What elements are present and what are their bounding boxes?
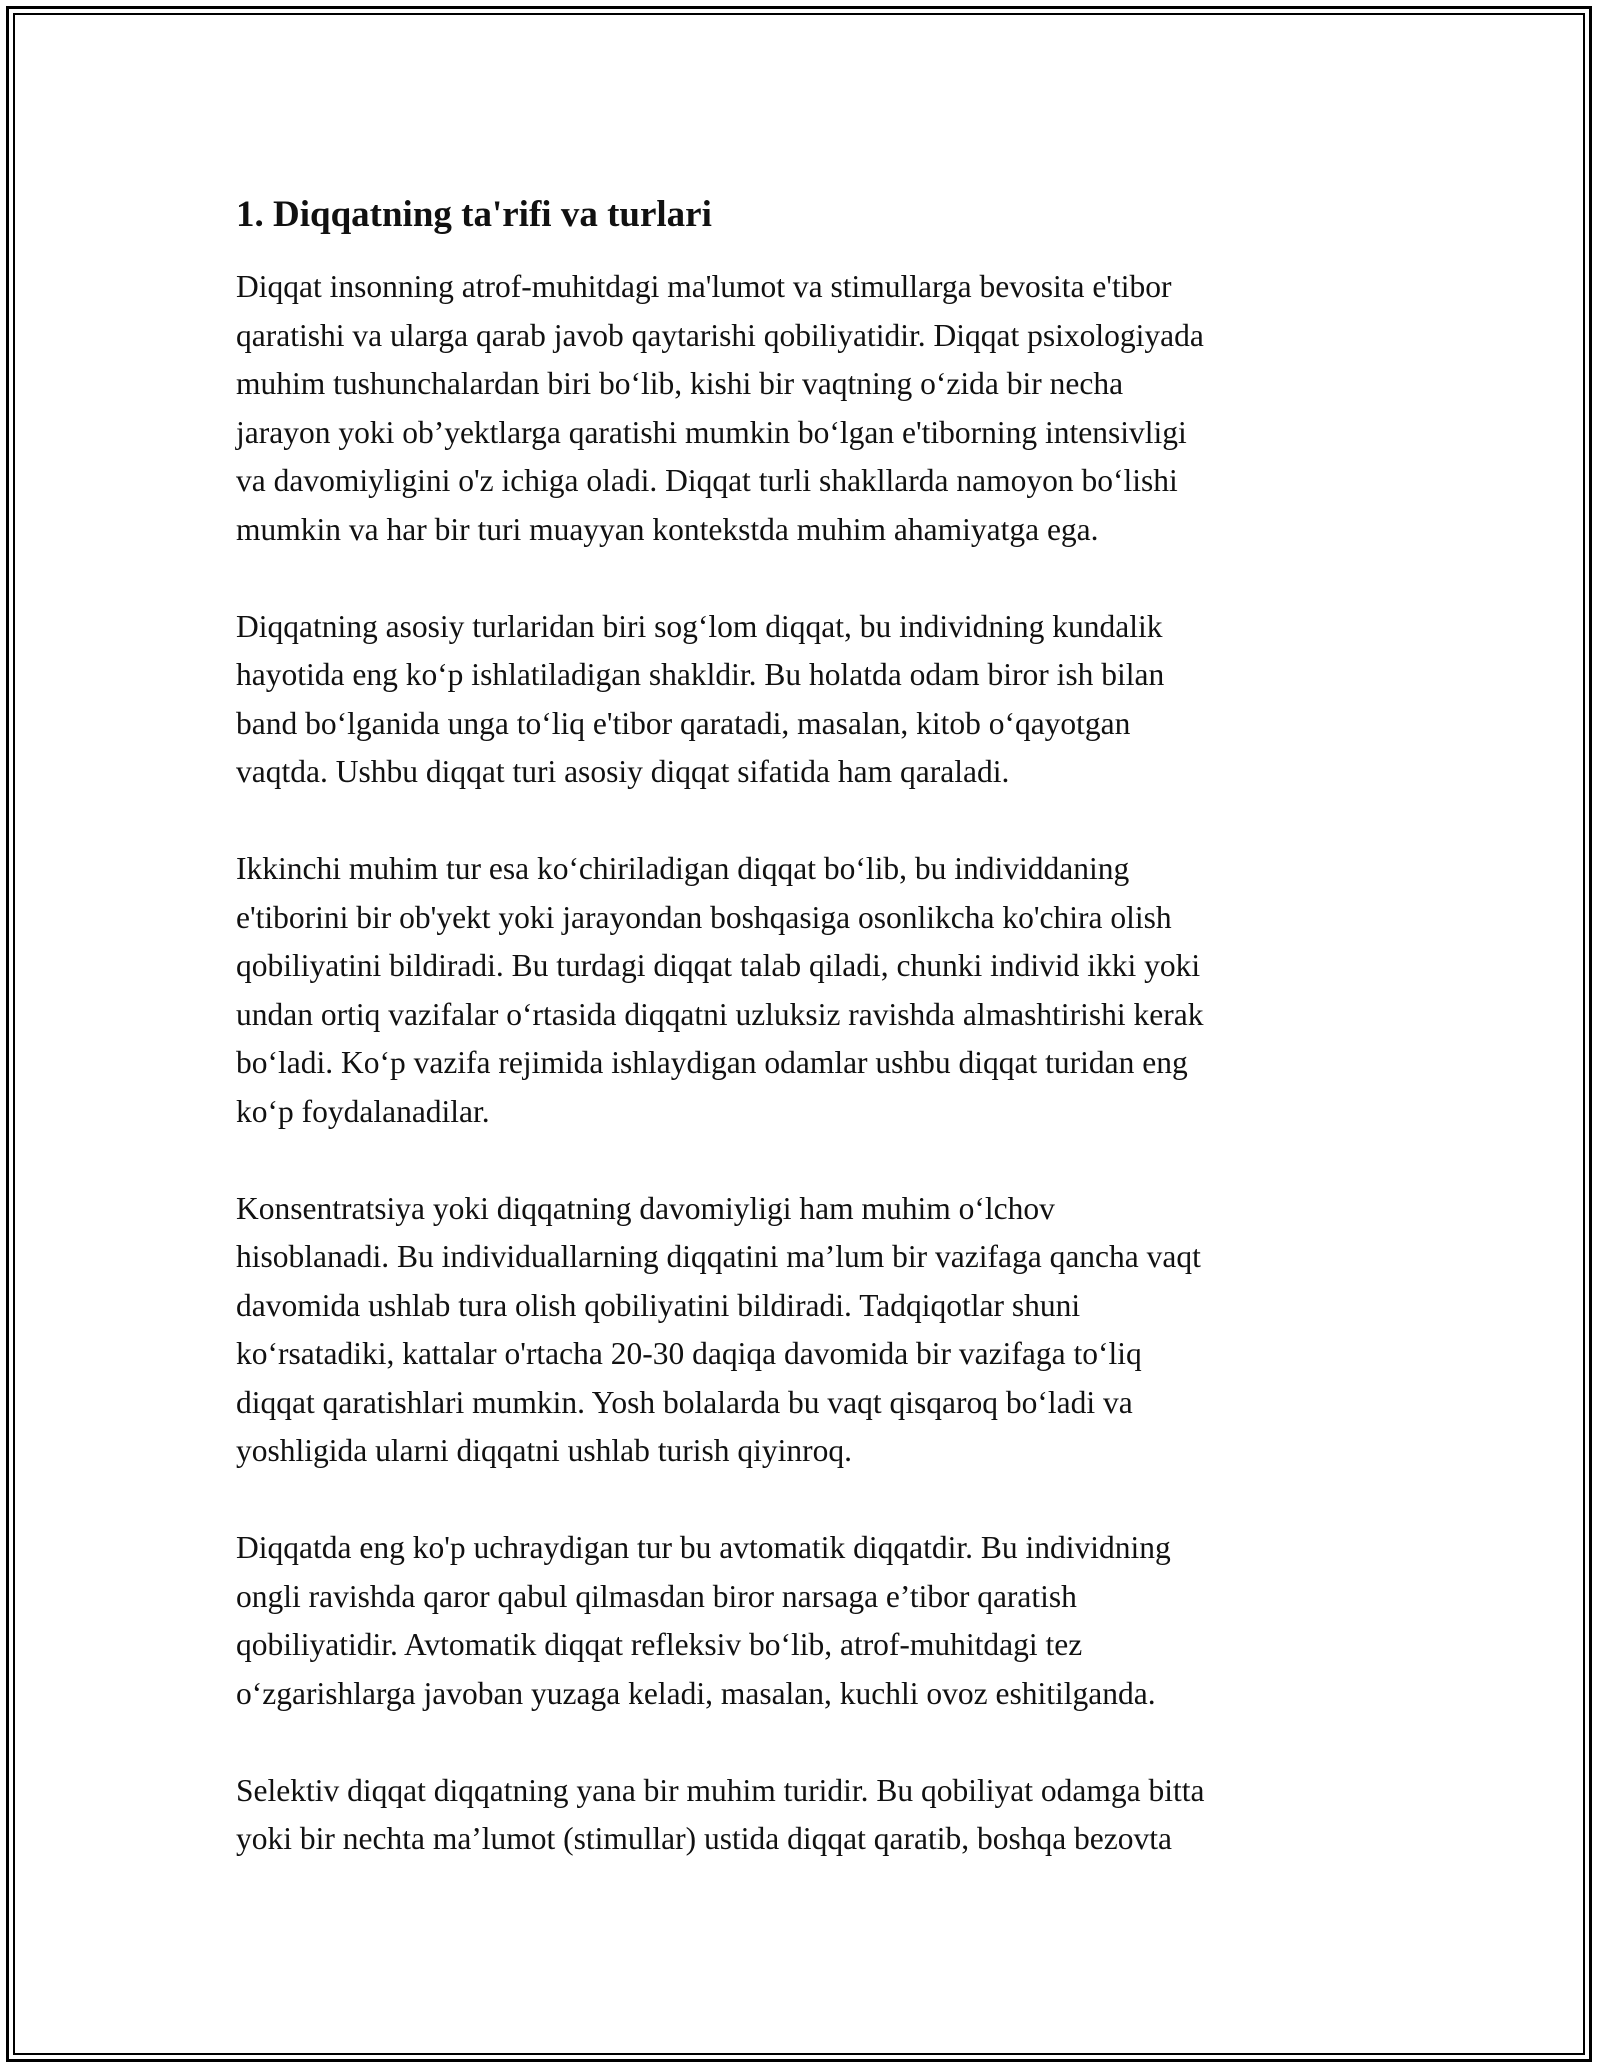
section-heading: 1. Diqqatning ta'rifi va turlari: [236, 194, 712, 235]
text-line: Selektiv diqqat diqqatning yana bir muhim turidir. Bu qobiliyat odamga bitta: [236, 1772, 1205, 1808]
text-line: davomida ushlab tura olish qobiliyatini bildiradi. Tadqiqotlar shuni: [236, 1287, 1081, 1323]
text-line: muhim tushunchalardan biri bo‘lib, kishi bir vaqtning o‘zida bir necha: [236, 366, 1124, 401]
body-paragraph: [236, 263, 1376, 554]
text-line: vaqtda. Ushbu diqqat turi asosiy diqqat sifatida ham qaraladi.: [236, 754, 1010, 789]
text-line: Diqqat insonning atrof-muhitdagi ma'lumot va stimullarga bevosita e'tibor: [236, 269, 1172, 304]
text-line: ongli ravishda qaror qabul qilmasdan biror narsaga e’tibor qaratish: [236, 1578, 1077, 1614]
text-line: bo‘ladi. Ko‘p vazifa rejimida ishlaydigan odamlar ushbu diqqat turidan eng: [236, 1045, 1188, 1080]
text-line: Konsentratsiya yoki diqqatning davomiyligi ham muhim o‘lchov: [236, 1190, 1055, 1226]
text-line: undan ortiq vazifalar o‘rtasida diqqatni uzluksiz ravishda almashtirishi kerak: [236, 996, 1204, 1032]
body-paragraph: [236, 1185, 1376, 1476]
body-paragraph: [236, 603, 1376, 797]
text-line: Diqqatning asosiy turlaridan biri sog‘lom diqqat, bu individning kundalik: [236, 608, 1163, 644]
text-line: ko‘p foydalanadilar.: [236, 1093, 490, 1129]
text-line: qaratishi va ularga qarab javob qaytarishi qobiliyatidir. Diqqat psixologiyada: [236, 317, 1204, 353]
body-paragraph: [236, 1524, 1376, 1718]
text-line: Ikkinchi muhim tur esa ko‘chiriladigan diqqat bo‘lib, bu individdaning: [236, 851, 1130, 886]
text-line: band bo‘lganida unga to‘liq e'tibor qaratadi, masalan, kitob o‘qayotgan: [236, 705, 1131, 741]
text-line: yoki bir nechta ma’lumot (stimullar) ustida diqqat qaratib, boshqa bezovta: [236, 1821, 1173, 1856]
document-page: [236, 190, 1376, 1912]
text-line: yoshligida ularni diqqatni ushlab turish qiyinroq.: [236, 1433, 852, 1468]
paragraph-list: [236, 263, 1376, 1864]
text-line: jarayon yoki ob’yektlarga qaratishi mumkin bo‘lgan e'tiborning intensivligi: [236, 414, 1187, 450]
text-line: hisoblanadi. Bu individuallarning diqqatini ma’lum bir vazifaga qancha vaqt: [236, 1239, 1201, 1274]
body-paragraph: [236, 1767, 1376, 1864]
text-line: Diqqatda eng ko'p uchraydigan tur bu avtomatik diqqatdir. Bu individning: [236, 1530, 1171, 1565]
body-paragraph: [236, 845, 1376, 1136]
text-line: hayotida eng ko‘p ishlatiladigan shakldir. Bu holatda odam biror ish bilan: [236, 657, 1165, 692]
text-line: qobiliyatidir. Avtomatik diqqat refleksiv bo‘lib, atrof-muhitdagi tez: [236, 1627, 1083, 1662]
text-line: ko‘rsatadiki, kattalar o'rtacha 20-30 daqiqa davomida bir vazifaga to‘liq: [236, 1336, 1142, 1371]
text-line: mumkin va har bir turi muayyan kontekstda muhim ahamiyatga ega.: [236, 511, 1099, 547]
text-line: e'tiborini bir ob'yekt yoki jarayondan boshqasiga osonlikcha ko'chira olish: [236, 899, 1172, 935]
text-line: diqqat qaratishlari mumkin. Yosh bolalarda bu vaqt qisqaroq bo‘ladi va: [236, 1384, 1133, 1420]
text-line: va davomiyligini o'z ichiga oladi. Diqqat turli shakllarda namoyon bo‘lishi: [236, 463, 1178, 498]
text-line: qobiliyatini bildiradi. Bu turdagi diqqat talab qiladi, chunki individ ikki yoki: [236, 948, 1201, 983]
text-line: o‘zgarishlarga javoban yuzaga keladi, masalan, kuchli ovoz eshitilganda.: [236, 1675, 1156, 1711]
